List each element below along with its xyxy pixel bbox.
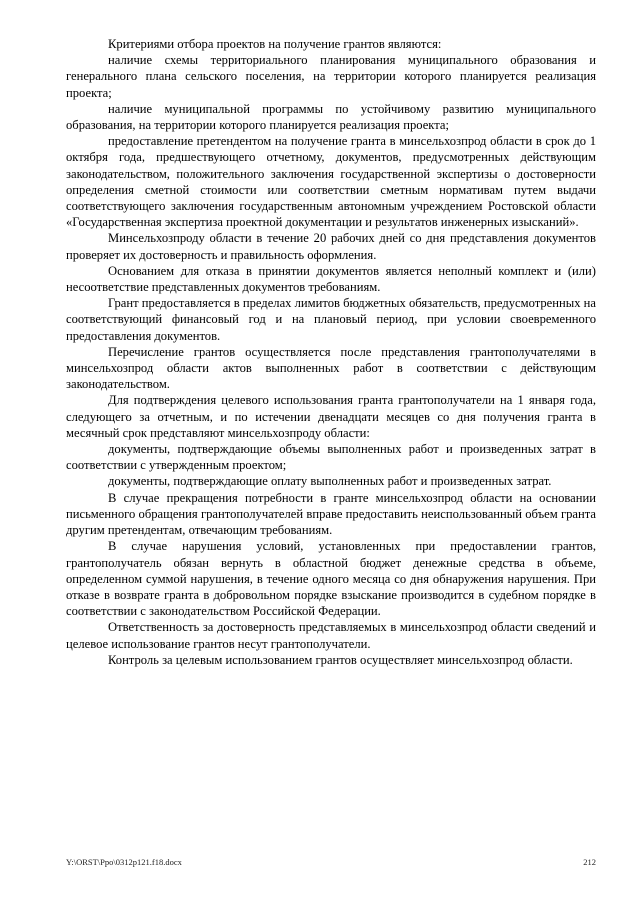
- page-number: 212: [583, 857, 596, 867]
- paragraph-transfer: Перечисление грантов осуществляется после представления грантополучателями в минсельхозпрод области актов выполненных работ в соответствии с действующим законодательством.: [66, 344, 596, 392]
- document-body: [66, 36, 596, 668]
- paragraph-control: Контроль за целевым использованием грантов осуществляет минсельхозпрод области.: [108, 652, 573, 667]
- paragraph-budget-limits: Грант предоставляется в пределах лимитов бюджетных обязательств, предусмотренных на соответствующий финансовый год и на плановый период, при условии своевременного предоставления документов.: [66, 296, 596, 343]
- paragraph-documents-submission: предоставление претендентом на получение гранта в минсельхозпрод области в срок до 1 октября года, предшествующего отчетному, документов, предусмотренных действующим законодательством, положительного заключения государственной экспертизы о достоверности определения сметной стоимости или соответствии сметным нормативам путем выдачи соответствующего заключения государственным автономным учреждением Ростовской области «Государственная экспертиза проектной документации и результатов инженерных изысканий».: [66, 134, 596, 230]
- paragraph-payment-docs: документы, подтверждающие оплату выполненных работ и произведенных затрат.: [108, 474, 552, 489]
- file-path: Y:\ORST\Ppo\0312p121.f18.docx: [66, 857, 182, 867]
- paragraph-selection-criteria: Критериями отбора проектов на получение грантов являются:: [108, 37, 442, 51]
- paragraph-target-use-confirmation: Для подтверждения целевого использования гранта грантополучатели на 1 января года, следующего за отчетным, и по истечении двенадцати месяцев со дня получения гранта в месячный срок представляют минсельхозпроду области:: [66, 393, 596, 440]
- paragraph-territorial-planning: наличие схемы территориального планирования муниципального образования и генерального плана сельского поселения, на территории которого планируется реализация проекта;: [66, 53, 596, 100]
- paragraph-municipal-program: наличие муниципальной программы по устойчивому развитию муниципального образования, на территории которого планируется реализация проекта;: [66, 101, 596, 133]
- paragraph-grant-reallocation: В случае прекращения потребности в гранте минсельхозпрод области на основании письменного обращения грантополучателей вправе предоставить неиспользованный объем гранта другим претендентам, отвечающим требованиям.: [66, 490, 596, 538]
- paragraph-verification-period: Минсельхозпроду области в течение 20 рабочих дней со дня представления документов проверяет их достоверность и правильность оформления.: [66, 231, 596, 262]
- paragraph-work-volume-docs: документы, подтверждающие объемы выполненных работ и произведенных затрат в соответствии с утвержденным проектом;: [66, 442, 596, 473]
- paragraph-refusal-grounds: Основанием для отказа в принятии документов является неполный комплект и (или) несоответствие представленных документов требованиям.: [66, 263, 596, 295]
- paragraph-responsibility: Ответственность за достоверность представляемых в минсельхозпрод области сведений и целевое использование грантов несут грантополучатели.: [66, 620, 596, 651]
- paragraph-violation-refund: В случае нарушения условий, установленных при предоставлении грантов, грантополучатель обязан вернуть в областной бюджет денежные средства в объеме, определенном суммой нарушения, в течение одного месяца со дня обнаружения нарушения. При отказе в возврате гранта в добровольном порядке взыскание производится в судебном порядке в соответствии с законодательством Российской Федерации.: [66, 539, 596, 619]
